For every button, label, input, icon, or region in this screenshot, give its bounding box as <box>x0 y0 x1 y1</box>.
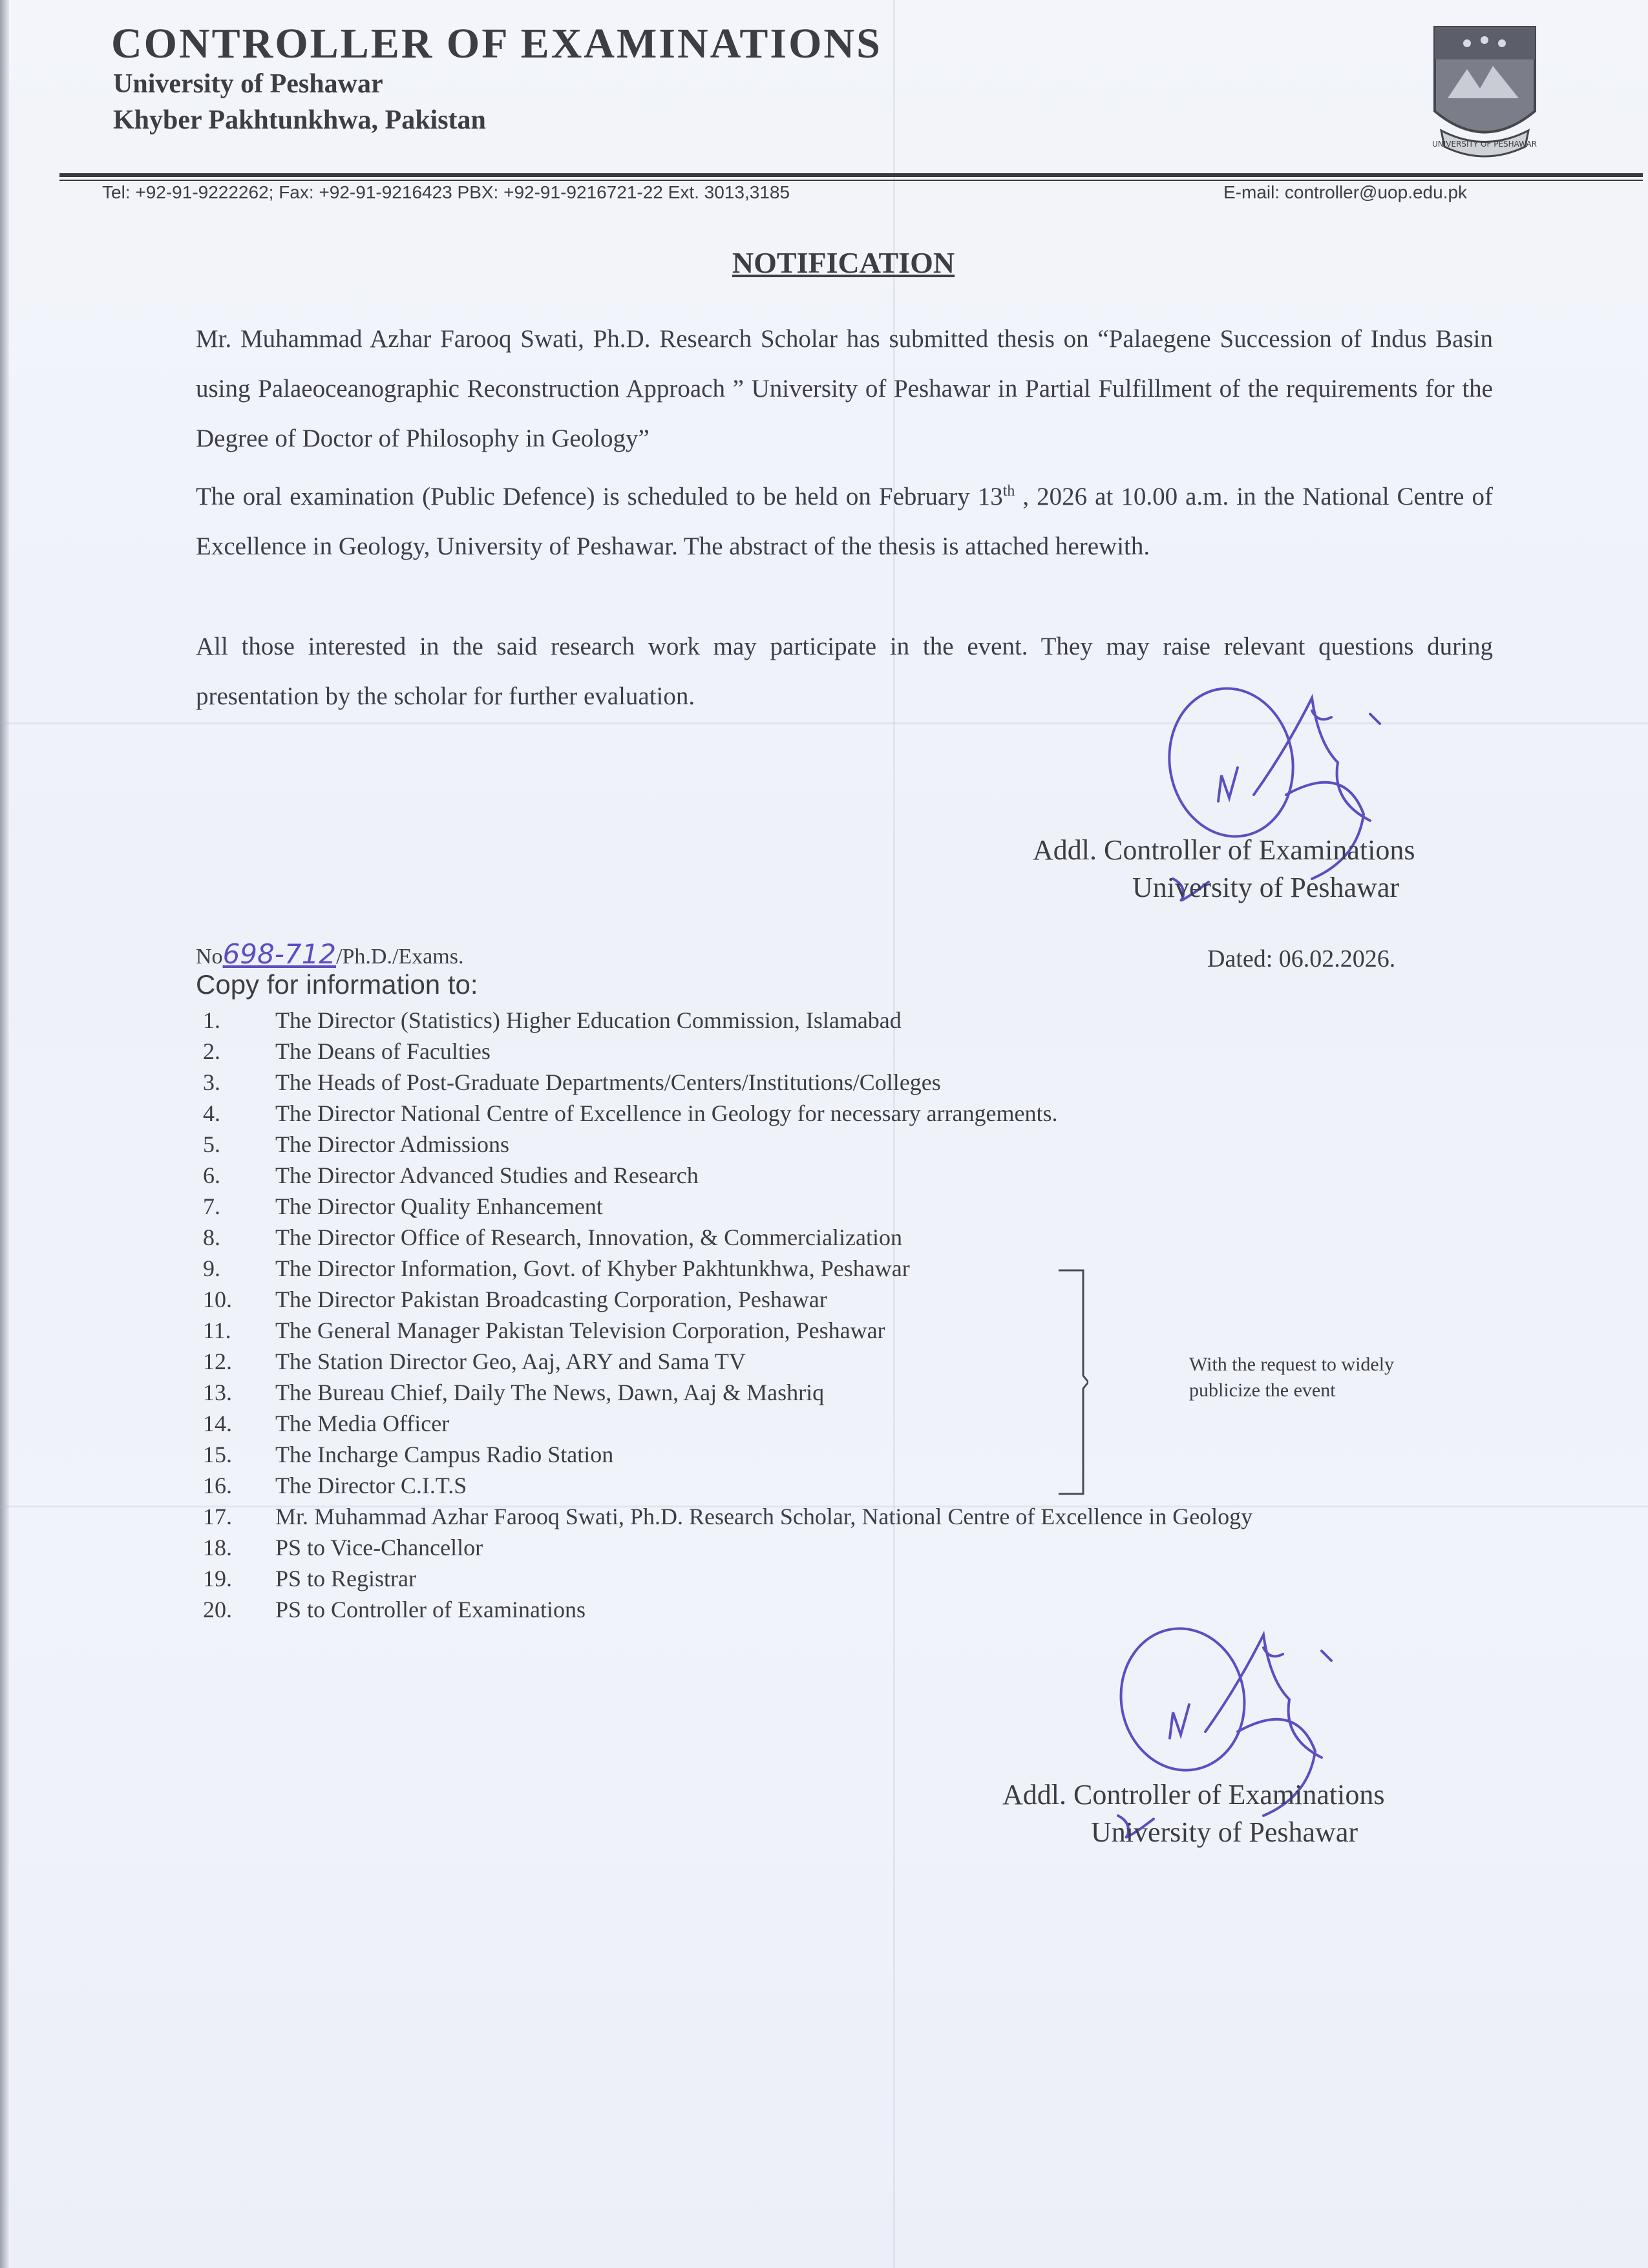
list-item-number: 2. <box>203 1038 220 1064</box>
notification-paragraph-thesis: Mr. Muhammad Azhar Farooq Swati, Ph.D. Research Scholar has submitted thesis on “Palaegene Succession of Indus Basin using Palaeoceanographic Reconstruction Approach ” University of Peshawar in Partial Fulfillment of the requirements for the Degree of Doctor of Philosophy in Geology” <box>196 325 1493 452</box>
list-item-number: 8. <box>203 1224 220 1250</box>
list-item-number: 9. <box>203 1255 220 1281</box>
signatory-university: University of Peshawar <box>1091 1816 1358 1848</box>
bracket-note <box>1189 1352 1394 1403</box>
list-item-number: 20. <box>203 1597 232 1622</box>
notification-paragraph-defence <box>196 467 1493 571</box>
list-item-number: 16. <box>203 1473 232 1498</box>
list-item <box>194 1596 586 1623</box>
list-item-number: 4. <box>203 1100 220 1126</box>
contact-email: E-mail: controller@uop.edu.pk <box>1223 182 1468 202</box>
list-item-text: The Incharge Campus Radio Station <box>275 1442 614 1467</box>
list-item-text: The Director (Statistics) Higher Education Commission, Islamabad <box>275 1007 902 1033</box>
list-item-number: 11. <box>203 1318 231 1343</box>
grouping-bracket <box>1057 1269 1088 1495</box>
notification-paragraph-participation: All those interested in the said research work may participate in the event. They may raise relevant questions during presentation by the scholar for further evaluation. <box>196 633 1493 710</box>
date-ordinal-suffix: th <box>1002 483 1015 499</box>
list-item-number: 5. <box>203 1131 220 1157</box>
list-item-text: The Director C.I.T.S <box>275 1473 467 1498</box>
list-item-number: 15. <box>203 1442 232 1467</box>
reference-number <box>196 938 463 970</box>
list-item <box>194 1534 483 1561</box>
seal-text: UNIVERSITY OF PESHAWAR <box>1432 140 1537 149</box>
signatory-title: Addl. Controller of Examinations <box>1033 834 1415 866</box>
list-item-number: 7. <box>203 1193 220 1219</box>
list-item-number: 12. <box>203 1349 232 1374</box>
list-item <box>194 1193 603 1220</box>
list-item <box>194 1472 467 1499</box>
list-item-text: The Director Office of Research, Innovation, & Commercialization <box>275 1224 902 1250</box>
reference-suffix: /Ph.D./Exams. <box>336 945 464 969</box>
list-item <box>194 1162 699 1189</box>
letterhead-rule-thin <box>59 180 1643 181</box>
list-item-text: The Director Admissions <box>275 1131 509 1157</box>
list-item-number: 18. <box>203 1535 232 1560</box>
list-item-text: The Bureau Chief, Daily The News, Dawn, Aaj & Mashriq <box>275 1380 825 1405</box>
document-date: Dated: 06.02.2026. <box>1207 945 1396 972</box>
page-edge-shadow <box>0 0 9 2268</box>
list-item <box>194 1565 416 1592</box>
list-item-text: PS to Vice-Chancellor <box>275 1535 483 1560</box>
list-item <box>194 1441 613 1468</box>
signatory-title: Addl. Controller of Examinations <box>1002 1779 1385 1811</box>
list-item-number: 14. <box>203 1411 232 1436</box>
list-item-number: 19. <box>203 1566 232 1591</box>
list-item-text: The Media Officer <box>275 1411 450 1436</box>
list-item <box>194 1100 1057 1127</box>
list-item-number: 3. <box>203 1069 220 1095</box>
list-item <box>194 1038 491 1065</box>
list-item-text: The Heads of Post-Graduate Departments/Centers/Institutions/Colleges <box>275 1069 941 1095</box>
list-item <box>194 1348 746 1375</box>
list-item-number: 1. <box>203 1007 220 1033</box>
list-item <box>194 1131 509 1158</box>
letterhead-rule <box>59 173 1643 177</box>
list-item-text: The Director Information, Govt. of Khyber Pakhtunkhwa, Peshawar <box>275 1255 910 1281</box>
defence-text-start: The oral examination (Public Defence) is scheduled to be held on February 13 <box>196 483 1003 510</box>
list-item <box>194 1317 885 1344</box>
list-item-text: The Director National Centre of Excellence in Geology for necessary arrangements. <box>275 1100 1058 1126</box>
list-item-text: The Station Director Geo, Aaj, ARY and Sama TV <box>275 1349 746 1374</box>
letterhead-province: Khyber Pakhtunkhwa, Pakistan <box>113 105 486 135</box>
bracket-note-line-2: publicize the event <box>1189 1380 1336 1401</box>
signatory-university: University of Peshawar <box>1132 872 1400 903</box>
list-item <box>194 1069 941 1096</box>
contact-phone-line: Tel: +92-91-9222262; Fax: +92-91-9216423 PBX: +92-91-9216721-22 Ext. 3013,3185 <box>102 182 790 202</box>
list-item-text: The Director Pakistan Broadcasting Corporation, Peshawar <box>275 1286 827 1312</box>
list-item-text: PS to Registrar <box>275 1566 417 1591</box>
list-item-text: The General Manager Pakistan Television Corporation, Peshawar <box>275 1318 885 1343</box>
list-item-text: PS to Controller of Examinations <box>275 1597 586 1622</box>
list-item-text: The Deans of Faculties <box>275 1038 491 1064</box>
letterhead-title: CONTROLLER OF EXAMINATIONS <box>111 20 882 67</box>
list-item <box>194 1503 1252 1530</box>
notification-heading: NOTIFICATION <box>732 246 955 279</box>
reference-prefix: No <box>196 945 223 969</box>
list-item <box>194 1224 902 1251</box>
university-seal-logo <box>1428 14 1541 163</box>
bracket-note-line-1: With the request to widely <box>1189 1354 1395 1375</box>
letterhead-university: University of Peshawar <box>113 69 383 99</box>
defence-text-end: , 2026 at 10.00 a.m. in the National Centre of Excellence in Geology, University of Peshawar. The abstract of the thesis is attached herewith. <box>196 483 1493 560</box>
list-item <box>194 1255 910 1282</box>
list-item <box>194 1379 824 1406</box>
list-item-text: The Director Advanced Studies and Research <box>275 1162 699 1188</box>
list-item <box>194 1007 902 1034</box>
list-item-number: 17. <box>203 1504 232 1529</box>
list-item-text: Mr. Muhammad Azhar Farooq Swati, Ph.D. Research Scholar, National Centre of Excellence in Geology <box>275 1504 1253 1529</box>
copy-heading: Copy for information to: <box>196 969 478 1000</box>
list-item-number: 13. <box>203 1380 232 1405</box>
list-item <box>194 1410 449 1437</box>
reference-handwritten-number: 698-712 <box>222 938 337 970</box>
list-item <box>194 1286 827 1313</box>
list-item-text: The Director Quality Enhancement <box>275 1193 603 1219</box>
list-item-number: 6. <box>203 1162 220 1188</box>
list-item-number: 10. <box>203 1286 232 1312</box>
